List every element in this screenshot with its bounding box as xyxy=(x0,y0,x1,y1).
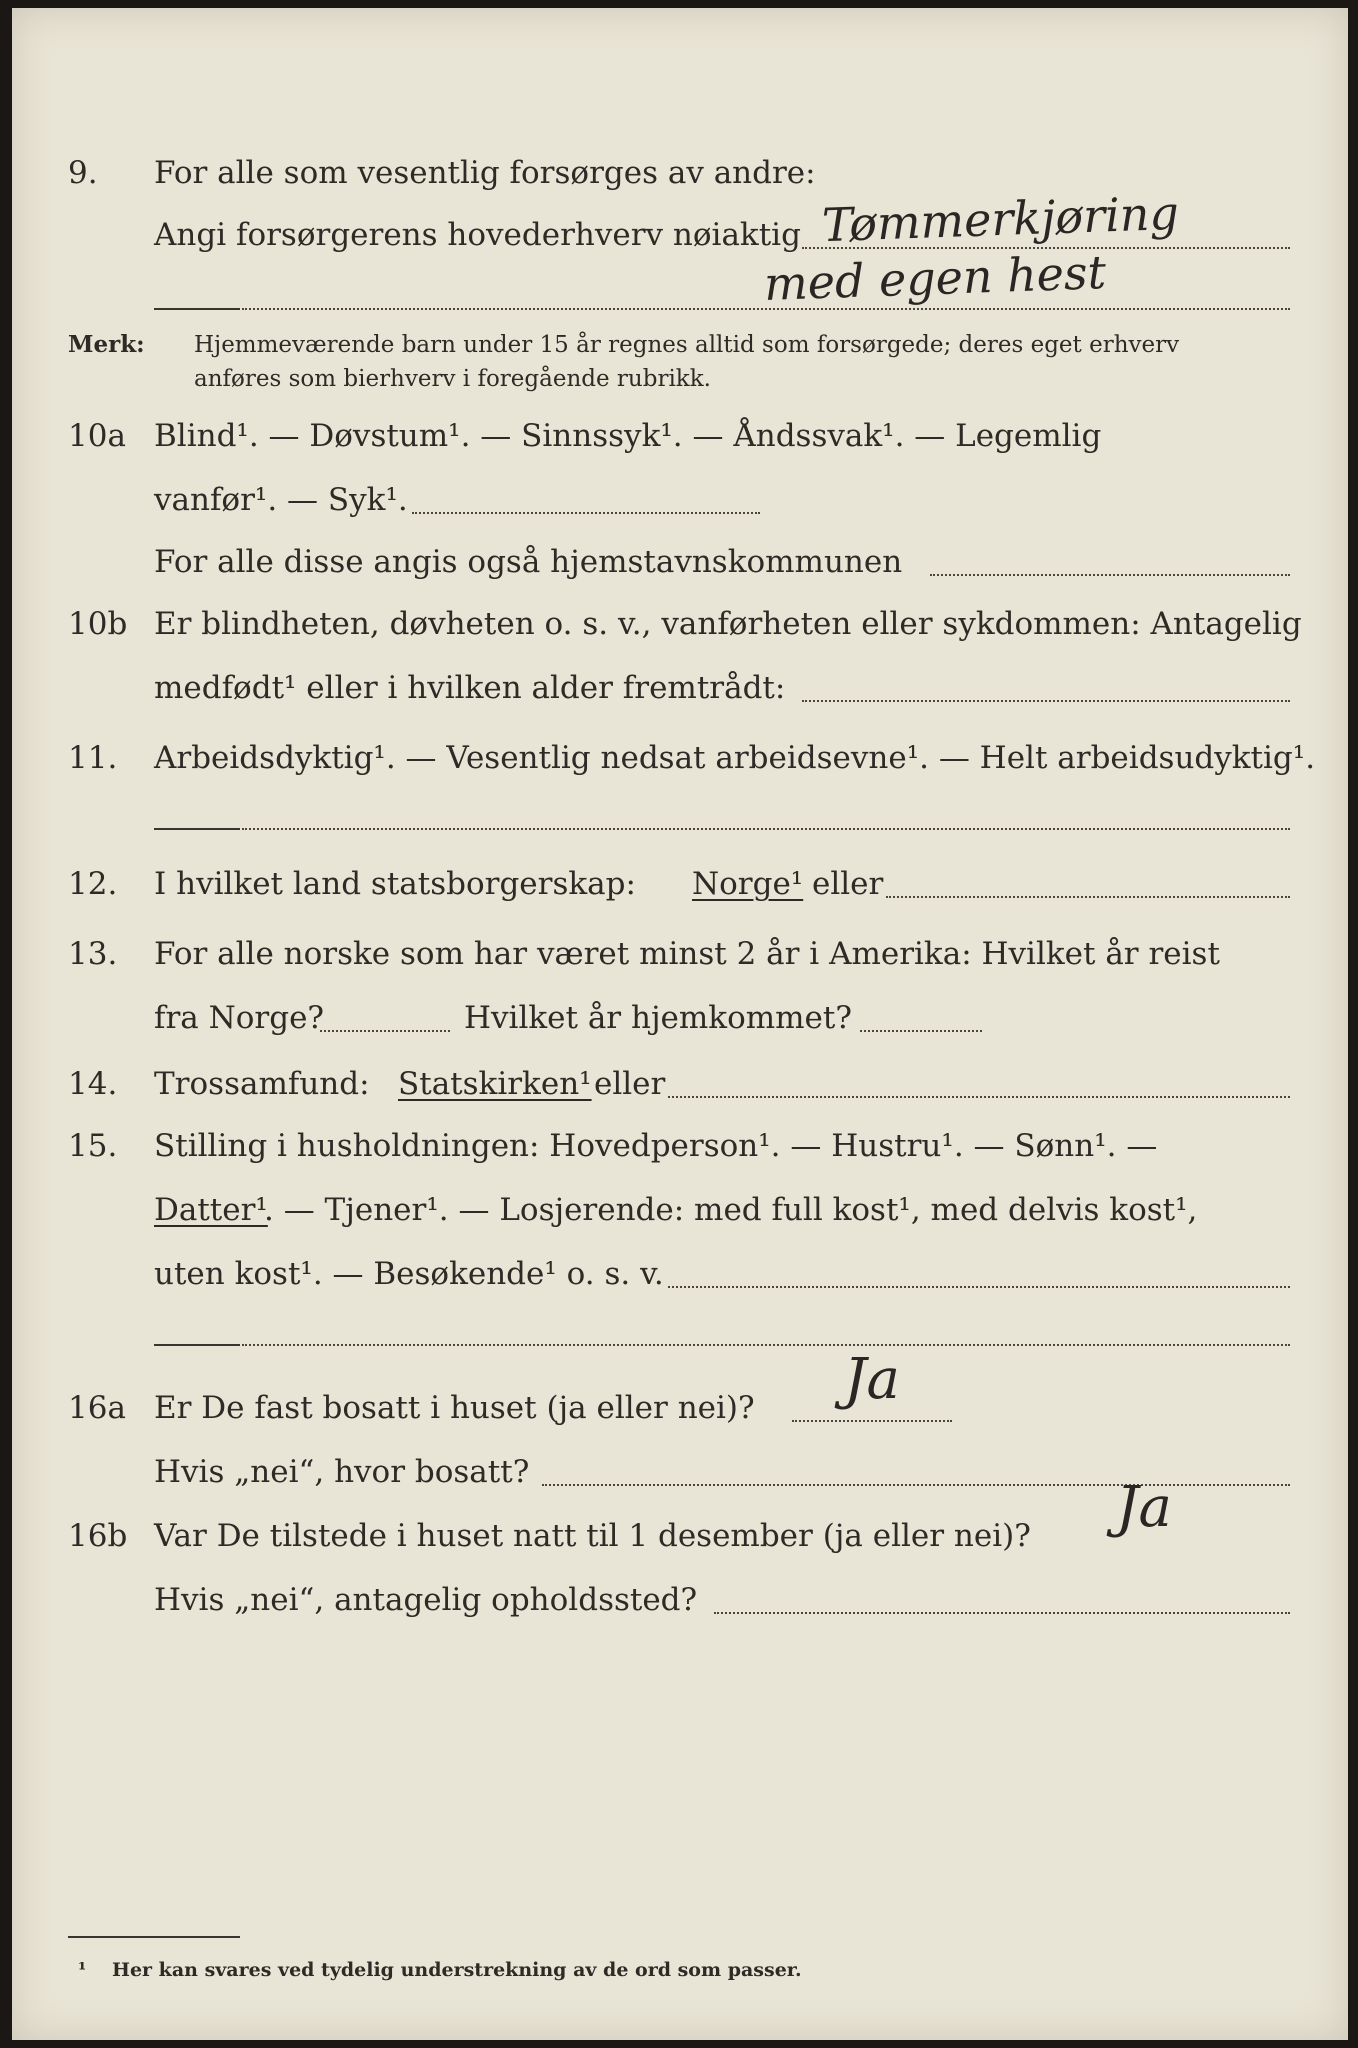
question-number: 16b xyxy=(68,1518,128,1554)
question-number: 16a xyxy=(68,1390,126,1426)
question-text: Angi forsørgerens hovederhverv nøiaktig xyxy=(154,217,801,253)
answer-line xyxy=(242,828,1290,830)
question-text: Arbeidsdyktig¹. — Vesentlig nedsat arbeidsevne¹. — Helt arbeidsudyktig¹. xyxy=(154,740,1316,776)
question-text: eller xyxy=(812,866,884,902)
question-text: For alle som vesentlig forsørges av andre: xyxy=(154,155,816,191)
question-text: Trossamfund: xyxy=(154,1066,370,1102)
note-label: Merk: xyxy=(68,331,145,358)
answer-line xyxy=(320,1030,450,1032)
question-text: Er blindheten, døvheten o. s. v., vanførheten eller sykdommen: Antagelig xyxy=(154,606,1302,642)
handwritten-answer: Ja xyxy=(844,1347,900,1412)
question-text: Er De fast bosatt i huset (ja eller nei)? xyxy=(154,1390,755,1426)
underlined-answer-datter: Datter¹ xyxy=(154,1192,268,1228)
question-text: For alle disse angis også hjemstavnskommunen xyxy=(154,544,903,580)
question-text: . — Tjener¹. — Losjerende: med full kost¹, med delvis kost¹, xyxy=(264,1192,1198,1228)
question-text: For alle norske som har været minst 2 år i Amerika: Hvilket år reist xyxy=(154,936,1220,972)
question-text: Blind¹. — Døvstum¹. — Sinnssyk¹. — Åndssvak¹. — Legemlig xyxy=(154,418,1102,454)
census-form-page xyxy=(12,8,1348,2040)
handwritten-answer: Ja xyxy=(1116,1475,1172,1540)
question-number: 14. xyxy=(68,1066,118,1102)
question-number: 15. xyxy=(68,1128,118,1164)
answer-line xyxy=(792,1420,952,1422)
question-number: 10b xyxy=(68,606,128,642)
question-text: uten kost¹. — Besøkende¹ o. s. v. xyxy=(154,1256,664,1292)
question-number: 9. xyxy=(68,155,98,191)
answer-line xyxy=(668,1096,1290,1098)
question-number: 12. xyxy=(68,866,118,902)
answer-line xyxy=(412,512,760,514)
question-text: Hvis „nei“, antagelig opholdssted? xyxy=(154,1582,698,1618)
question-number: 10a xyxy=(68,418,126,454)
underlined-answer-statskirken: Statskirken¹ xyxy=(398,1066,592,1102)
question-text: fra Norge? xyxy=(154,1000,325,1036)
underlined-answer-norge: Norge¹ xyxy=(692,866,804,902)
answer-line xyxy=(242,1344,1290,1346)
question-text: Var De tilstede i huset natt til 1 desember (ja eller nei)? xyxy=(154,1518,1031,1554)
handwritten-answer: Tømmerkjøring xyxy=(821,185,1180,253)
question-text: Hvilket år hjemkommet? xyxy=(464,1000,852,1036)
answer-line xyxy=(714,1612,1290,1614)
note-text: Hjemmeværende barn under 15 år regnes alltid som forsørgede; deres eget erhverv xyxy=(194,332,1180,358)
question-number: 11. xyxy=(68,740,118,776)
answer-line xyxy=(154,828,240,830)
question-text: I hvilket land statsborgerskap: xyxy=(154,866,636,902)
note-text: anføres som bierhverv i foregående rubrikk. xyxy=(194,366,711,392)
question-text: Hvis „nei“, hvor bosatt? xyxy=(154,1454,530,1490)
footnote-rule xyxy=(68,1936,240,1938)
question-text: medfødt¹ eller i hvilken alder fremtrådt: xyxy=(154,670,786,706)
answer-line xyxy=(154,1344,240,1346)
answer-line xyxy=(542,1484,1290,1486)
answer-line xyxy=(860,1030,982,1032)
answer-line xyxy=(930,574,1290,576)
question-text: eller xyxy=(594,1066,666,1102)
answer-line xyxy=(668,1286,1290,1288)
handwritten-answer: med egen hest xyxy=(763,245,1107,311)
question-number: 13. xyxy=(68,936,118,972)
question-text: Stilling i husholdningen: Hovedperson¹. — Hustru¹. — Sønn¹. — xyxy=(154,1128,1158,1164)
footnote-text: Her kan svares ved tydelig understrekning av de ord som passer. xyxy=(112,1959,802,1981)
answer-line xyxy=(802,700,1290,702)
answer-line xyxy=(886,896,1290,898)
answer-line xyxy=(154,308,240,310)
question-text: vanfør¹. — Syk¹. xyxy=(154,482,408,518)
footnote-mark: ¹ xyxy=(78,1959,87,1981)
